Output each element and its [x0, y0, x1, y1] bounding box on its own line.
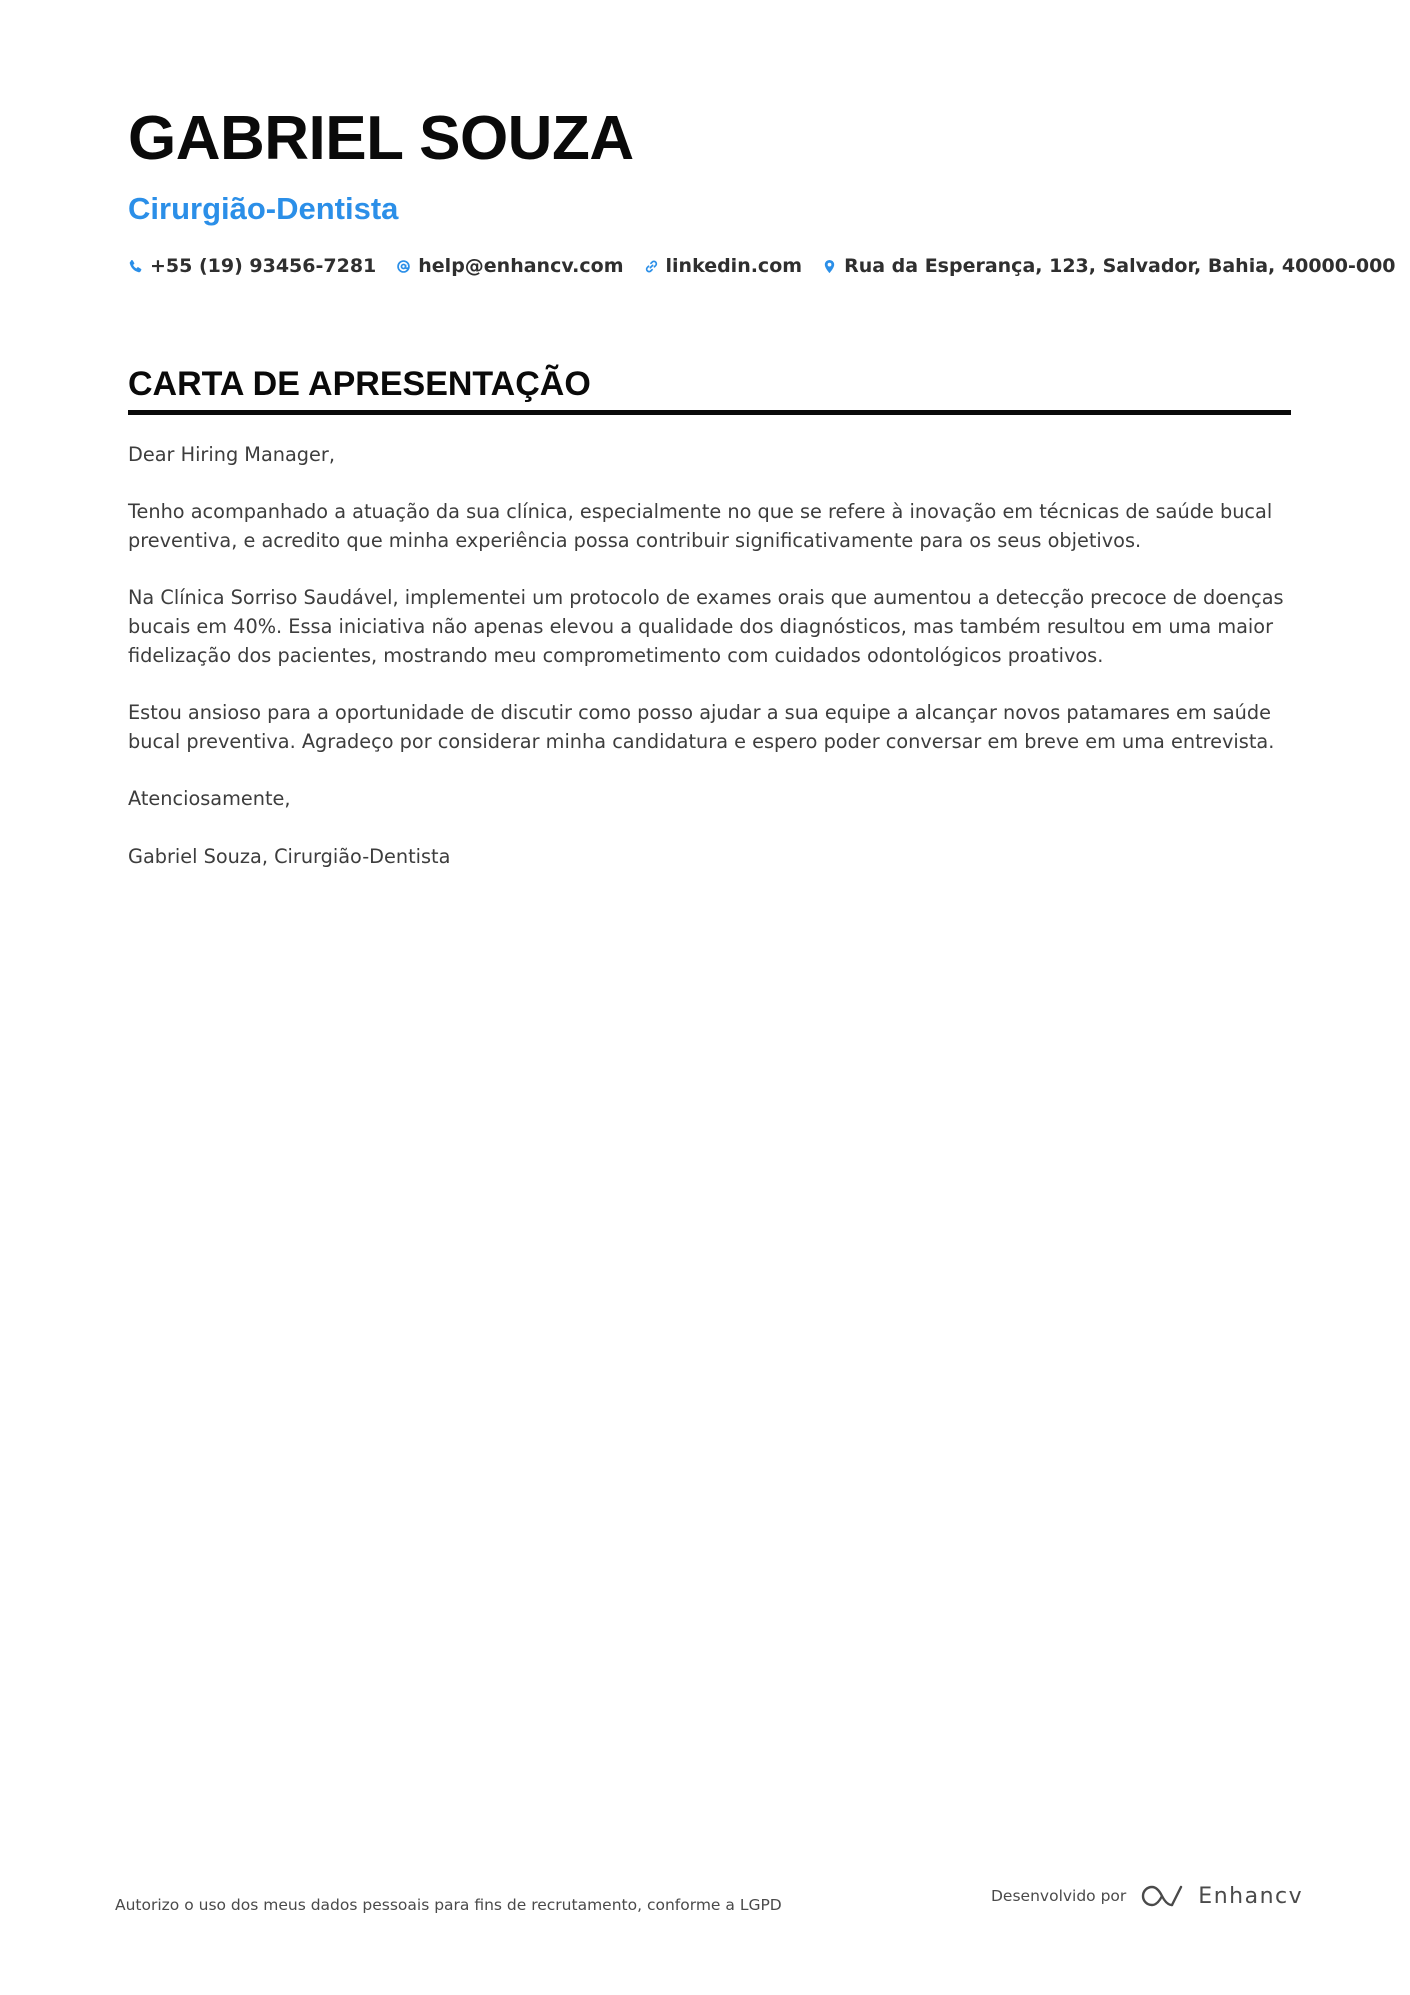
contact-address: [822, 255, 1395, 277]
letter-signature: Gabriel Souza, Cirurgião-Dentista: [128, 844, 451, 868]
contact-bar: [128, 255, 1396, 277]
section-divider: [128, 410, 1291, 415]
phone-icon: [128, 258, 143, 275]
letter-paragraph: Estou ansioso para a oportunidade de discutir como posso ajudar a sua equipe a alcançar novos patamares em saúde bucal preventiva. Agradeço por considerar minha candidatura e espero poder conversar em breve em uma entrevista.: [128, 701, 1275, 754]
letter-body: [128, 441, 1291, 900]
email-address[interactable]: help@enhancv.com: [418, 255, 624, 277]
at-icon: [396, 258, 411, 275]
job-title: Cirurgião-Dentista: [128, 191, 399, 226]
contact-email: [396, 255, 623, 277]
section-heading: CARTA DE APRESENTAÇÃO: [128, 365, 591, 403]
phone-number: +55 (19) 93456-7281: [150, 255, 377, 277]
powered-by: [991, 1883, 1303, 1909]
letter-paragraph: Tenho acompanhado a atuação da sua clínica, especialmente no que se refere à inovação em técnicas de saúde bucal preventiva, e acredito que minha experiência possa contribuir significativamente para os seus objetivos.: [128, 500, 1273, 553]
address: Rua da Esperança, 123, Salvador, Bahia, 40000-000: [844, 255, 1396, 277]
powered-by-label: Desenvolvido por: [991, 1887, 1127, 1905]
consent-note: Autorizo o uso dos meus dados pessoais para fins de recrutamento, conforme a LGPD: [115, 1896, 782, 1914]
letter-greeting: Dear Hiring Manager,: [128, 443, 335, 466]
brand-name: Enhancv: [1198, 1883, 1304, 1909]
contact-linkedin: [644, 255, 803, 277]
enhancv-logo-icon: [1138, 1883, 1186, 1909]
location-pin-icon: [822, 258, 837, 275]
link-icon: [644, 258, 659, 275]
linkedin-link[interactable]: linkedin.com: [665, 255, 803, 277]
contact-phone: [128, 255, 376, 277]
candidate-name: GABRIEL SOUZA: [128, 104, 634, 173]
letter-paragraph: Na Clínica Sorriso Saudável, implementei um protocolo de exames orais que aumentou a detecção precoce de doenças bucais em 40%. Essa iniciativa não apenas elevou a qualidade dos diagnósticos, mas também resultou em uma maior fidelização dos pacientes, mostrando meu comprometimento com cuidados odontológicos proativos.: [128, 586, 1284, 667]
letter-closing: Atenciosamente,: [128, 787, 291, 811]
